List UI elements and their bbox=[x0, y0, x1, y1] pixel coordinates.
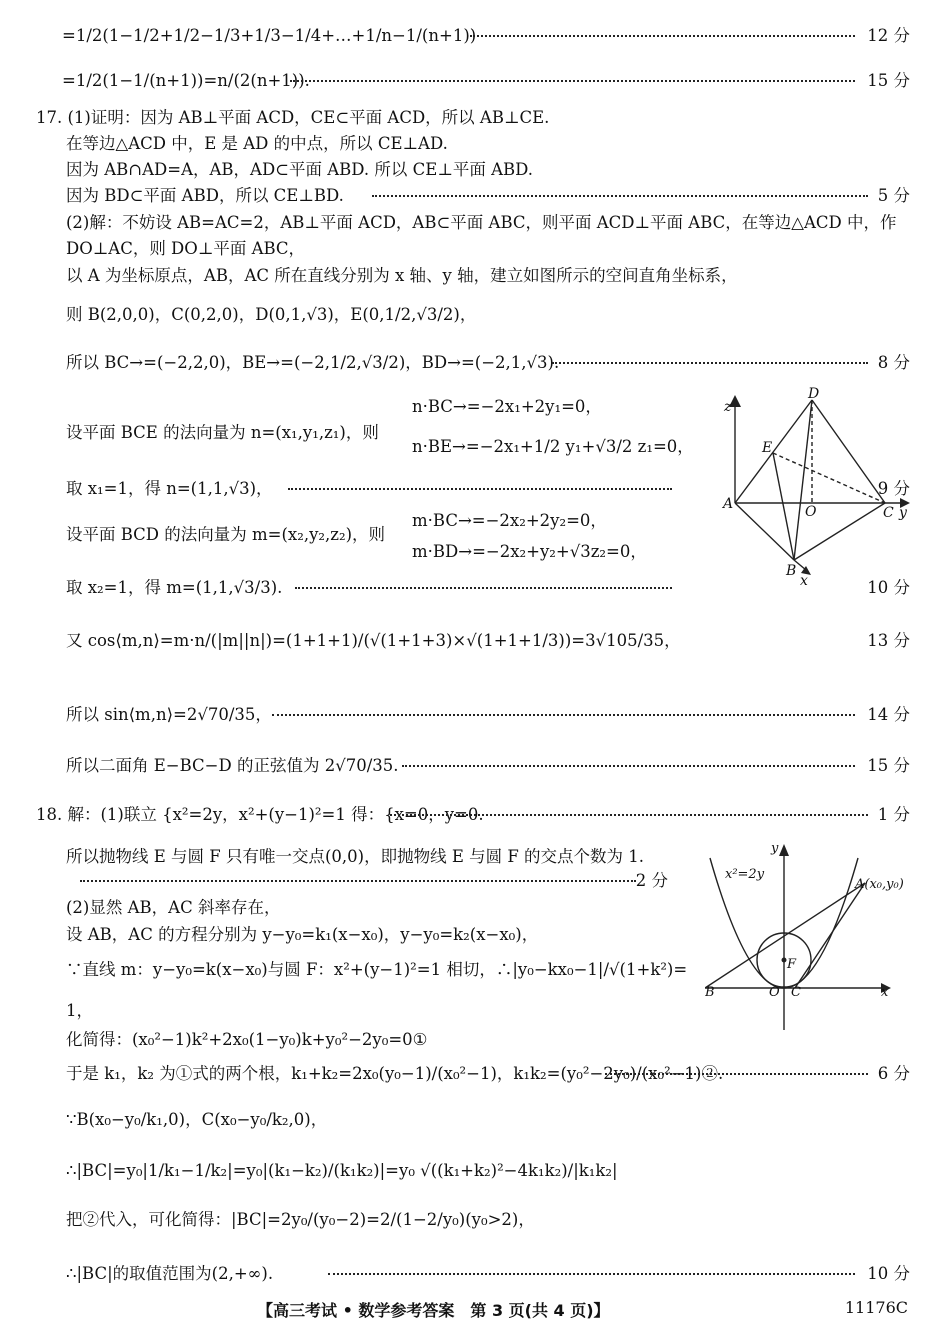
leader-dots bbox=[605, 1073, 868, 1075]
line-text: 17. (1)证明：因为 AB⊥平面 ACD，CE⊂平面 ACD，所以 AB⊥CE. bbox=[36, 108, 550, 127]
leader-dots bbox=[390, 814, 868, 816]
fig2-y: y bbox=[771, 841, 779, 856]
leader-dots bbox=[552, 362, 868, 364]
score-mark: 14 分 bbox=[867, 705, 910, 724]
line-text: 所以 BC→=(−2,2,0)，BE→=(−2,1/2,√3/2)，BD→=(−2,1,√3). bbox=[66, 353, 560, 372]
score-mark: 13 分 bbox=[867, 631, 910, 650]
solution-line bbox=[0, 700, 950, 730]
fig1-z: z bbox=[724, 399, 732, 415]
score-mark: 15 分 bbox=[867, 756, 910, 775]
fig1-x: x bbox=[800, 573, 808, 589]
solution-line bbox=[0, 21, 950, 51]
line-text: 又 cos⟨m,n⟩=m·n/(|m||n|)=(1+1+1)/(√(1+1+3)×√(1+1+1/3))=3√105/35， bbox=[66, 631, 681, 650]
parabola-figure bbox=[705, 840, 905, 1035]
leader-dots bbox=[470, 35, 855, 37]
line-text: =1/2(1−1/2+1/2−1/3+1/3−1/4+…+1/n−1/(n+1)) bbox=[62, 26, 477, 45]
line-text: 所以 sin⟨m,n⟩=2√70/35， bbox=[66, 705, 272, 724]
line-text: 18. 解：(1)联立 {x²=2y，x²+(y−1)²=1 得：{x=0，y=0. bbox=[36, 805, 484, 824]
leader-dots bbox=[402, 765, 855, 767]
score-mark: 5 分 bbox=[877, 186, 910, 205]
score-mark: 8 分 bbox=[877, 353, 910, 372]
solution-line bbox=[0, 751, 950, 781]
line-text: 因为 BD⊂平面 ABD，所以 CE⊥BD. bbox=[66, 186, 344, 205]
line-text: ∴|BC|的取值范围为(2,+∞). bbox=[66, 1264, 274, 1283]
solution-line bbox=[0, 181, 950, 211]
fig2-x: x bbox=[881, 985, 889, 1000]
line-text: m·BC→=−2x₂+2y₂=0， bbox=[412, 511, 607, 530]
leader-dots bbox=[288, 488, 672, 490]
leader-dots bbox=[272, 714, 855, 716]
solution-line bbox=[0, 626, 950, 656]
solution-line bbox=[0, 1259, 950, 1289]
fig2-parabola: x²=2y bbox=[725, 867, 765, 882]
line-text: 所以二面角 E−BC−D 的正弦值为 2√70/35. bbox=[66, 756, 399, 775]
line-text: 设平面 BCE 的法向量为 n=(x₁,y₁,z₁)，则 bbox=[66, 423, 379, 442]
line-text: 取 x₂=1，得 m=(1,1,√3/3). bbox=[66, 578, 283, 597]
line-text: 把②代入，可化简得：|BC|=2y₀/(y₀−2)=2/(1−2/y₀)(y₀>2)， bbox=[66, 1210, 535, 1229]
line-text: n·BC→=−2x₁+2y₁=0， bbox=[412, 397, 602, 416]
line-text: DO⊥AC，则 DO⊥平面 ABC， bbox=[66, 239, 306, 258]
line-text: 设 AB，AC 的方程分别为 y−y₀=k₁(x−x₀)，y−y₀=k₂(x−x₀)， bbox=[66, 925, 539, 944]
score-mark: 6 分 bbox=[877, 1064, 910, 1083]
solution-line bbox=[0, 800, 950, 830]
leader-dots bbox=[80, 880, 636, 882]
score-mark: 1 分 bbox=[877, 805, 910, 824]
line-text: (2)解：不妨设 AB=AC=2，AB⊥平面 ACD，AB⊂平面 ABC，则平面 ACD⊥平面 ABC，在等边△ACD 中，作 bbox=[66, 213, 897, 232]
solution-line bbox=[0, 348, 950, 378]
fig1-D: D bbox=[808, 386, 820, 402]
fig1-C: C bbox=[883, 505, 894, 521]
score-mark: 2 分 bbox=[635, 871, 668, 890]
fig1-B: B bbox=[786, 563, 797, 579]
footer-code: 11176C bbox=[844, 1298, 908, 1317]
leader-dots bbox=[328, 1273, 855, 1275]
solution-line bbox=[0, 66, 950, 96]
score-mark: 9 分 bbox=[877, 479, 910, 498]
line-text: 在等边△ACD 中，E 是 AD 的中点，所以 CE⊥AD. bbox=[66, 134, 448, 153]
fig1-A: A bbox=[723, 496, 734, 512]
line-text: 以 A 为坐标原点，AB，AC 所在直线分别为 x 轴、y 轴，建立如图所示的空间直角坐标系， bbox=[66, 266, 738, 285]
line-text: m·BD→=−2x₂+y₂+√3z₂=0， bbox=[412, 542, 647, 561]
fig1-O: O bbox=[805, 504, 817, 520]
line-text: ∵B(x₀−y₀/k₁,0)，C(x₀−y₀/k₂,0)， bbox=[66, 1110, 328, 1129]
line-text: ∴|BC|=y₀|1/k₁−1/k₂|=y₀|(k₁−k₂)/(k₁k₂)|=y₀ √((k₁+k₂)²−4k₁k₂)/|k₁k₂| bbox=[66, 1161, 618, 1180]
fig1-y: y bbox=[899, 505, 907, 521]
line-text: 化简得：(x₀²−1)k²+2x₀(1−y₀)k+y₀²−2y₀=0① bbox=[66, 1030, 428, 1049]
line-text: 所以抛物线 E 与圆 F 只有唯一交点(0,0)，即抛物线 E 与圆 F 的交点个数为 1. bbox=[66, 847, 645, 866]
line-text: 则 B(2,0,0)，C(0,2,0)，D(0,1,√3)，E(0,1/2,√3/2)， bbox=[66, 305, 477, 324]
line-text: (2)显然 AB，AC 斜率存在， bbox=[66, 898, 281, 917]
line-text: n·BE→=−2x₁+1/2 y₁+√3/2 z₁=0， bbox=[412, 437, 694, 456]
score-mark: 10 分 bbox=[867, 578, 910, 597]
line-text: 1， bbox=[66, 1001, 93, 1020]
solution-line bbox=[0, 1205, 950, 1235]
leader-dots bbox=[295, 587, 672, 589]
leader-dots bbox=[290, 80, 855, 82]
score-mark: 10 分 bbox=[867, 1264, 910, 1283]
line-text: 设平面 BCD 的法向量为 m=(x₂,y₂,z₂)，则 bbox=[66, 525, 386, 544]
solution-line bbox=[0, 1059, 950, 1089]
solution-line bbox=[0, 1156, 950, 1186]
fig2-A: A(x₀,y₀) bbox=[855, 877, 904, 892]
fig2-B: B bbox=[705, 985, 715, 1000]
fig2-O: O bbox=[769, 985, 780, 1000]
solution-line bbox=[0, 261, 950, 291]
solution-line bbox=[0, 234, 950, 264]
line-text: 取 x₁=1，得 n=(1,1,√3)， bbox=[66, 479, 273, 498]
score-mark: 15 分 bbox=[867, 71, 910, 90]
line-text: 于是 k₁，k₂ 为①式的两个根，k₁+k₂=2x₀(y₀−1)/(x₀²−1)，k₁k₂=(y₀²−2y₀)/(x₀²−1)②. bbox=[66, 1064, 724, 1083]
tetrahedron-figure bbox=[700, 385, 920, 590]
solution-line bbox=[0, 300, 950, 330]
line-text: =1/2(1−1/(n+1))=n/(2(n+1)). bbox=[62, 71, 310, 90]
fig1-E: E bbox=[762, 440, 773, 456]
leader-dots bbox=[372, 195, 868, 197]
line-text: ∵直线 m：y−y₀=k(x−x₀)与圆 F：x²+(y−1)²=1 相切，∴|y₀−kx₀−1|/√(1+k²)= bbox=[66, 960, 688, 979]
fig2-F: F bbox=[787, 957, 797, 972]
score-mark: 12 分 bbox=[867, 26, 910, 45]
line-text: 因为 AB∩AD=A，AB，AD⊂平面 ABD. 所以 CE⊥平面 ABD. bbox=[66, 160, 534, 179]
footer-title: 【高三考试 • 数学参考答案 第 3 页(共 4 页)】 bbox=[257, 1301, 610, 1320]
fig2-C: C bbox=[791, 985, 801, 1000]
solution-line bbox=[0, 1105, 950, 1135]
page-footer bbox=[0, 1298, 950, 1328]
